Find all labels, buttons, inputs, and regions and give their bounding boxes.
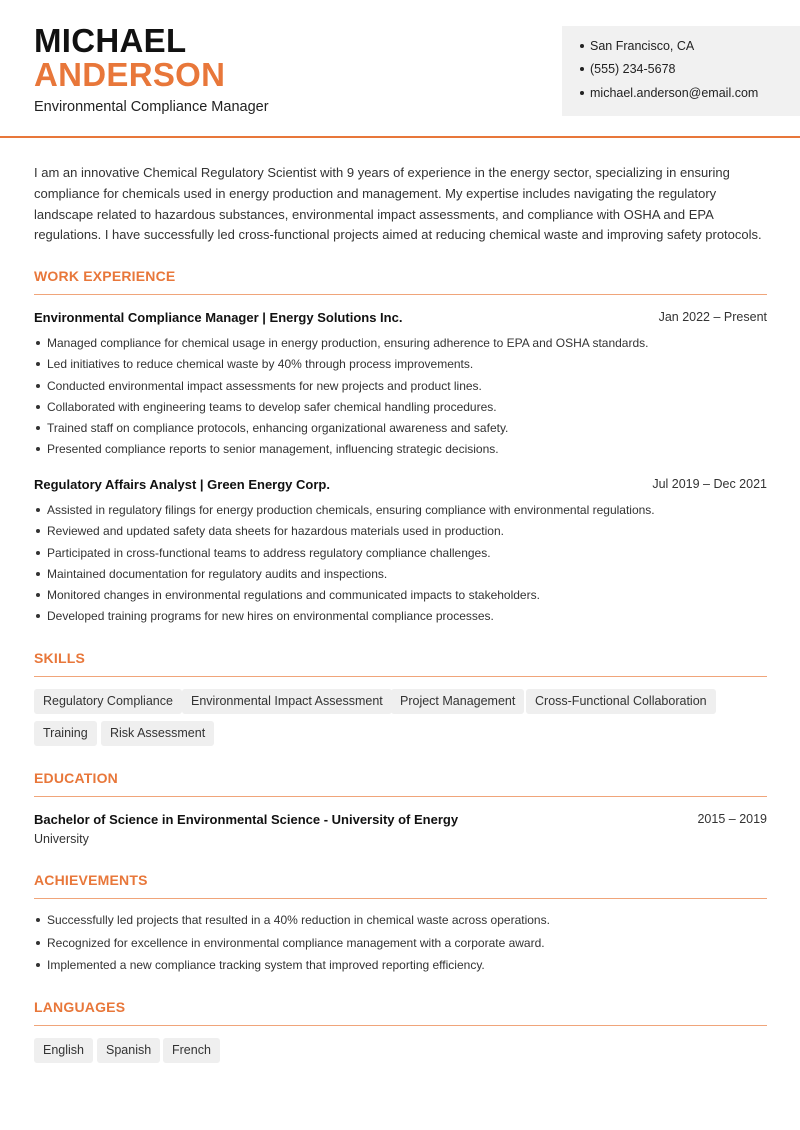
location-text: San Francisco, CA [590,39,695,53]
skill-chip: Project Management [391,689,524,714]
list-item: Led initiatives to reduce chemical waste by 40% through process improvements. [34,356,767,377]
bullet-dot-icon [580,91,584,95]
skill-chip: Training [34,721,97,746]
section-divider [34,676,767,677]
language-chip: English [34,1038,93,1063]
bullet-dot-icon [580,67,584,71]
job-title-company: Environmental Compliance Manager | Energy Solutions Inc. [34,310,403,325]
contact-phone [580,62,675,76]
list-item: Managed compliance for chemical usage in energy production, ensuring adherence to EPA and OSHA standards. [34,335,767,356]
job-dates: Jul 2019 – Dec 2021 [652,477,767,491]
job-bullet-list [34,502,767,630]
skill-chip: Regulatory Compliance [34,689,182,714]
list-item: Recognized for excellence in environmental compliance management with a corporate award. [34,935,767,958]
phone-text: (555) 234-5678 [590,62,676,76]
job-header [34,477,767,492]
institution-type: University [34,832,89,846]
job-header [34,310,767,325]
list-item: Successfully led projects that resulted in a 40% reduction in chemical waste across operations. [34,912,767,935]
education-dates: 2015 – 2019 [697,812,767,826]
language-chip: Spanish [97,1038,160,1063]
job-title: Environmental Compliance Manager [34,99,269,115]
degree-title: Bachelor of Science in Environmental Science - University of Energy [34,812,459,827]
section-divider [34,898,767,899]
last-name: ANDERSON [34,56,226,93]
contact-email [580,86,758,100]
section-title-skills: SKILLS [34,650,85,666]
list-item: Assisted in regulatory filings for energy production chemicals, ensuring compliance with environmental regulations. [34,502,767,523]
job-dates: Jan 2022 – Present [658,310,767,324]
section-title-languages: LANGUAGES [34,999,126,1015]
job-bullet-list [34,335,767,463]
section-title-work-experience: WORK EXPERIENCE [34,268,176,284]
first-name: MICHAEL [34,22,187,59]
skill-chip: Cross-Functional Collaboration [526,689,716,714]
list-item: Participated in cross-functional teams to address regulatory compliance challenges. [34,545,767,566]
summary-paragraph: I am an innovative Chemical Regulatory Scientist with 9 years of experience in the energy sector, specializing in ensuring compliance for chemicals used in energy production and management. My expertise includes navigating the regulatory landscape related to hazardous substances, environmental impact assessments, and compliance with OSHA and EPA regulations. I have successfully led cross-functional projects aimed at reducing chemical waste and improving safety protocols. [34,165,762,243]
section-divider [34,1025,767,1026]
skill-chip: Environmental Impact Assessment [182,689,392,714]
list-item: Developed training programs for new hires on environmental compliance processes. [34,608,767,629]
language-chip: French [163,1038,220,1063]
contact-box [562,26,800,116]
list-item: Implemented a new compliance tracking system that improved reporting efficiency. [34,957,767,980]
list-item: Conducted environmental impact assessments for new projects and product lines. [34,378,767,399]
section-divider [34,294,767,295]
list-item: Trained staff on compliance protocols, enhancing organizational awareness and safety. [34,420,767,441]
section-divider [34,796,767,797]
contact-location [580,39,694,53]
education-header [34,812,767,827]
achievements-list [34,912,767,980]
list-item: Presented compliance reports to senior management, influencing strategic decisions. [34,441,767,462]
job-title-company: Regulatory Affairs Analyst | Green Energy Corp. [34,477,330,492]
list-item: Reviewed and updated safety data sheets for hazardous materials used in production. [34,523,767,544]
list-item: Collaborated with engineering teams to develop safer chemical handling procedures. [34,399,767,420]
section-title-achievements: ACHIEVEMENTS [34,872,148,888]
list-item: Maintained documentation for regulatory audits and inspections. [34,566,767,587]
email-text: michael.anderson@email.com [590,86,759,100]
list-item: Monitored changes in environmental regulations and communicated impacts to stakeholders. [34,587,767,608]
resume-header [0,0,800,138]
bullet-dot-icon [580,44,584,48]
section-title-education: EDUCATION [34,770,118,786]
skill-chip: Risk Assessment [101,721,214,746]
